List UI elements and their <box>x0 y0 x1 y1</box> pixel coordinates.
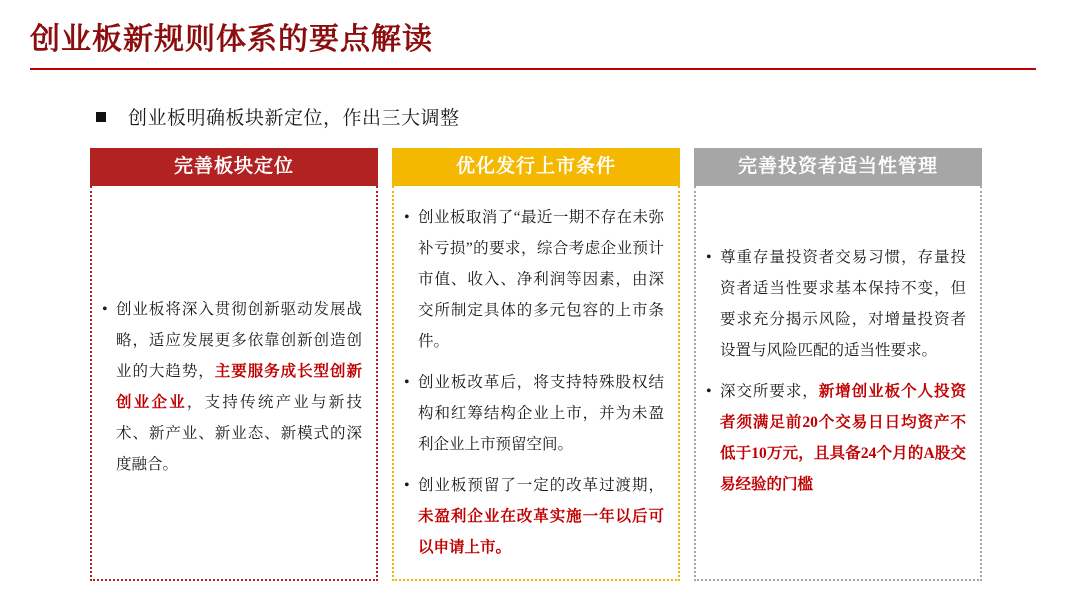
paragraph-text <box>418 470 664 563</box>
plain-text: 创业板改革后，将支持特殊股权结构和红筹结构企业上市，并为未盈利企业上市预留空间。 <box>418 374 664 453</box>
lead-bullet-row <box>96 103 460 130</box>
paragraph-text <box>720 376 966 500</box>
column-header: 完善投资者适当性管理 <box>694 148 982 186</box>
page-title: 创业板新规则体系的要点解读 <box>30 23 433 56</box>
plain-text: 深交所要求， <box>720 383 819 400</box>
lead-bullet-label: 创业板明确板块新定位，作出三大调整 <box>128 108 460 129</box>
bullet-dot-icon: • <box>404 374 410 391</box>
bullet-dot-icon: • <box>706 249 712 266</box>
paragraph-text <box>418 367 664 460</box>
bullet-dot-icon: • <box>706 383 712 400</box>
bullet-dot-icon: • <box>404 209 410 226</box>
bullet-paragraph <box>404 367 664 460</box>
bullet-paragraph <box>404 470 664 563</box>
column-header: 优化发行上市条件 <box>392 148 680 186</box>
bullet-paragraph <box>706 242 966 366</box>
column-board-positioning <box>90 148 378 581</box>
plain-text: 创业板预留了一定的改革过渡期， <box>418 477 664 494</box>
highlighted-text: 新增创业板个人投资者须满足前20个交易日日均资产不低于10万元，且具备24个月的A股交易经验的门槛 <box>720 383 966 493</box>
highlighted-text: 未盈利企业在改革实施一年以后可以申请上市。 <box>418 508 664 556</box>
highlighted-text: 主要服务成长型创新创业企业 <box>116 363 362 411</box>
bullet-paragraph <box>102 294 362 480</box>
title-divider <box>30 68 1036 70</box>
paragraph-text <box>720 242 966 366</box>
plain-text: ，支持传统产业与新技术、新产业、新业态、新模式的深度融合。 <box>116 394 362 473</box>
column-listing-conditions <box>392 148 680 581</box>
square-bullet-icon <box>96 112 106 122</box>
column-body <box>90 186 378 581</box>
plain-text: 创业板将深入贯彻创新驱动发展战略，适应发展更多依靠创新创造创业的大趋势， <box>116 301 362 380</box>
column-header: 完善板块定位 <box>90 148 378 186</box>
plain-text: 创业板取消了“最近一期不存在未弥补亏损”的要求，综合考虑企业预计市值、收入、净利润等因素，由深交所制定具体的多元包容的上市条件。 <box>418 209 664 350</box>
paragraph-text <box>116 294 362 480</box>
paragraph-text <box>418 202 664 357</box>
column-body <box>392 186 680 581</box>
columns-container <box>90 148 982 581</box>
column-investor-suitability <box>694 148 982 581</box>
bullet-paragraph <box>404 202 664 357</box>
column-body <box>694 186 982 581</box>
title-block <box>30 20 1036 70</box>
bullet-dot-icon: • <box>102 301 108 318</box>
bullet-dot-icon: • <box>404 477 410 494</box>
plain-text: 尊重存量投资者交易习惯，存量投资者适当性要求基本保持不变，但要求充分揭示风险，对增量投资者设置与风险匹配的适当性要求。 <box>720 249 966 359</box>
bullet-paragraph <box>706 376 966 500</box>
